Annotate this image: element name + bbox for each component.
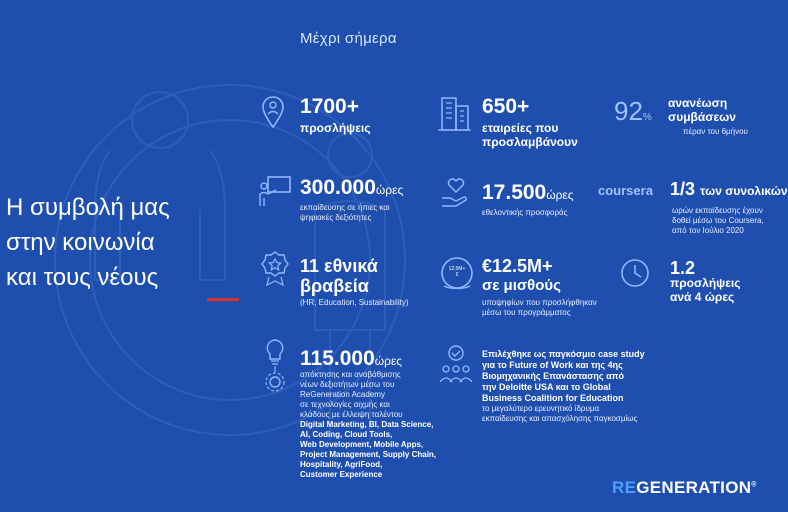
skills-list-1: Digital Marketing, BI, Data Science, (300, 420, 434, 429)
coursera-value (670, 177, 788, 203)
coursera-label: των συνολικών (700, 184, 788, 198)
renewal-number: 92 (614, 96, 643, 126)
casestudy-line-5: Business Coalition for Education (482, 393, 624, 403)
skills-list-6: Customer Experience (300, 470, 383, 479)
casestudy-text (482, 349, 645, 424)
skills-list-4: Project Management, Supply Chain, (300, 450, 437, 459)
rate-value: 1.2 (670, 258, 696, 278)
salaries-desc (482, 298, 597, 318)
companies-label-1: εταιρείες που (482, 121, 559, 135)
salaries-badge-amount: 12.5M+ (448, 266, 466, 272)
skills-desc-2: νέων δεξιοτήτων μέσω του (300, 380, 395, 389)
volunteer-unit: ώρες (546, 188, 574, 202)
salaries-value (482, 256, 561, 296)
companies-label (482, 121, 578, 149)
skills-desc-3: ReGeneration Academy (300, 390, 385, 399)
casestudy-line-1: Επιλέχθηκε ως παγκόσμιο case study (482, 349, 645, 359)
salaries-desc-2: μέσω του προγράμματος (482, 308, 571, 317)
casestudy-line-4: την Deloitte USA και το Global (482, 382, 611, 392)
coursera-desc-1: ωρών εκπαίδευσης έχουν (672, 206, 763, 215)
renewal-label-1: ανανέωση (668, 96, 728, 110)
buildings-icon (436, 94, 472, 132)
headline-line-1: Η συμβολή μας (6, 194, 170, 221)
headline-line-3: και τους νέους (6, 264, 159, 291)
clock-icon (620, 258, 650, 288)
lightbulb-gears-icon (262, 338, 288, 396)
skills-list-5: Hospitality, AgriFood, (300, 460, 383, 469)
coursera-logo: coursera (598, 183, 653, 198)
logo-re: RE (612, 478, 637, 497)
regeneration-logo (612, 478, 757, 498)
team-check-icon (438, 344, 474, 386)
awards-desc: (HR, Education, Sustainability) (300, 298, 409, 307)
skills-desc-1: απόκτησης και αναβάθμισης (300, 370, 401, 379)
logo-registered-mark: ® (751, 481, 757, 489)
casestudy-line-3: Βιομηχανικής Επανάστασης από (482, 371, 625, 381)
hires-label: προσλήψεις (300, 121, 371, 135)
skills-desc-5: κλάδους με έλλειψη ταλέντου (300, 410, 403, 419)
heart-hand-icon (440, 174, 472, 208)
award-medal-icon (262, 250, 288, 286)
skills-desc-4: σε τεχνολογίες αιχμής και (300, 400, 390, 409)
salaries-line-1: €12.5M+ (482, 256, 553, 276)
logo-generation: GENERATION (636, 478, 752, 497)
coursera-fraction: 1/3 (670, 179, 696, 199)
volunteer-desc: εθελοντικής προσφοράς (482, 208, 568, 217)
rate-label-2: ανά 4 ώρες (670, 290, 735, 304)
salaries-badge (447, 266, 467, 278)
volunteer-number: 17.500 (482, 181, 547, 204)
companies-value: 650+ (482, 95, 530, 118)
skills-unit: ώρες (374, 354, 403, 368)
coursera-desc-2: δοθεί μέσω του Coursera, (672, 216, 764, 225)
page-subtitle: Μέχρι σήμερα (300, 30, 397, 47)
casestudy-line-7: εκπαίδευσης και απασχόλησης παγκοσμίως (482, 414, 638, 423)
coursera-desc (672, 206, 764, 236)
renewal-label-2: συμβάσεων (668, 110, 736, 124)
casestudy-line-6: το μεγαλύτερο ερευνητικό ίδρυμα (482, 404, 600, 413)
training-value (300, 176, 403, 202)
training-desc-2: ψηφιακές δεξιότητες (300, 213, 372, 222)
presentation-board-icon (258, 174, 292, 208)
awards-value (300, 256, 378, 296)
renewal-desc: πέραν του 6μήνου (683, 127, 748, 136)
location-pin-icon (262, 96, 284, 130)
salaries-desc-1: υποψηφίων που προσλήφθηκαν (482, 298, 597, 307)
renewal-percent: % (642, 112, 652, 123)
headline (6, 190, 236, 295)
companies-label-2: προσλαμβάνουν (482, 135, 578, 149)
headline-line-2: στην κοινωνία (6, 229, 155, 256)
training-desc-1: εκπαίδευσης σε ήπιες και (300, 203, 390, 212)
headline-underline (207, 298, 239, 301)
skills-list-3: Web Development, Mobile Apps, (300, 440, 424, 449)
training-desc (300, 203, 390, 223)
training-number: 300.000 (300, 176, 376, 199)
renewal-label (668, 96, 736, 124)
volunteer-value (482, 181, 574, 207)
salaries-line-2: σε μισθούς (482, 277, 561, 294)
skills-number: 115.000 (300, 347, 375, 370)
hires-value: 1700+ (300, 95, 359, 118)
rate-label (670, 276, 740, 304)
coursera-desc-3: από τον Ιούλιο 2020 (672, 226, 744, 235)
skills-desc (300, 370, 436, 480)
skills-list-2: AI, Coding, Cloud Tools, (300, 430, 393, 439)
renewal-value (614, 96, 652, 127)
awards-line-2: βραβεία (300, 276, 369, 296)
casestudy-line-2: για το Future of Work και της 4ης (482, 360, 623, 370)
salaries-badge-currency: € (455, 272, 459, 278)
training-unit: ώρες (375, 183, 404, 197)
awards-line-1: 11 εθνικά (300, 256, 378, 276)
rate-label-1: προσλήψεις (670, 276, 741, 290)
